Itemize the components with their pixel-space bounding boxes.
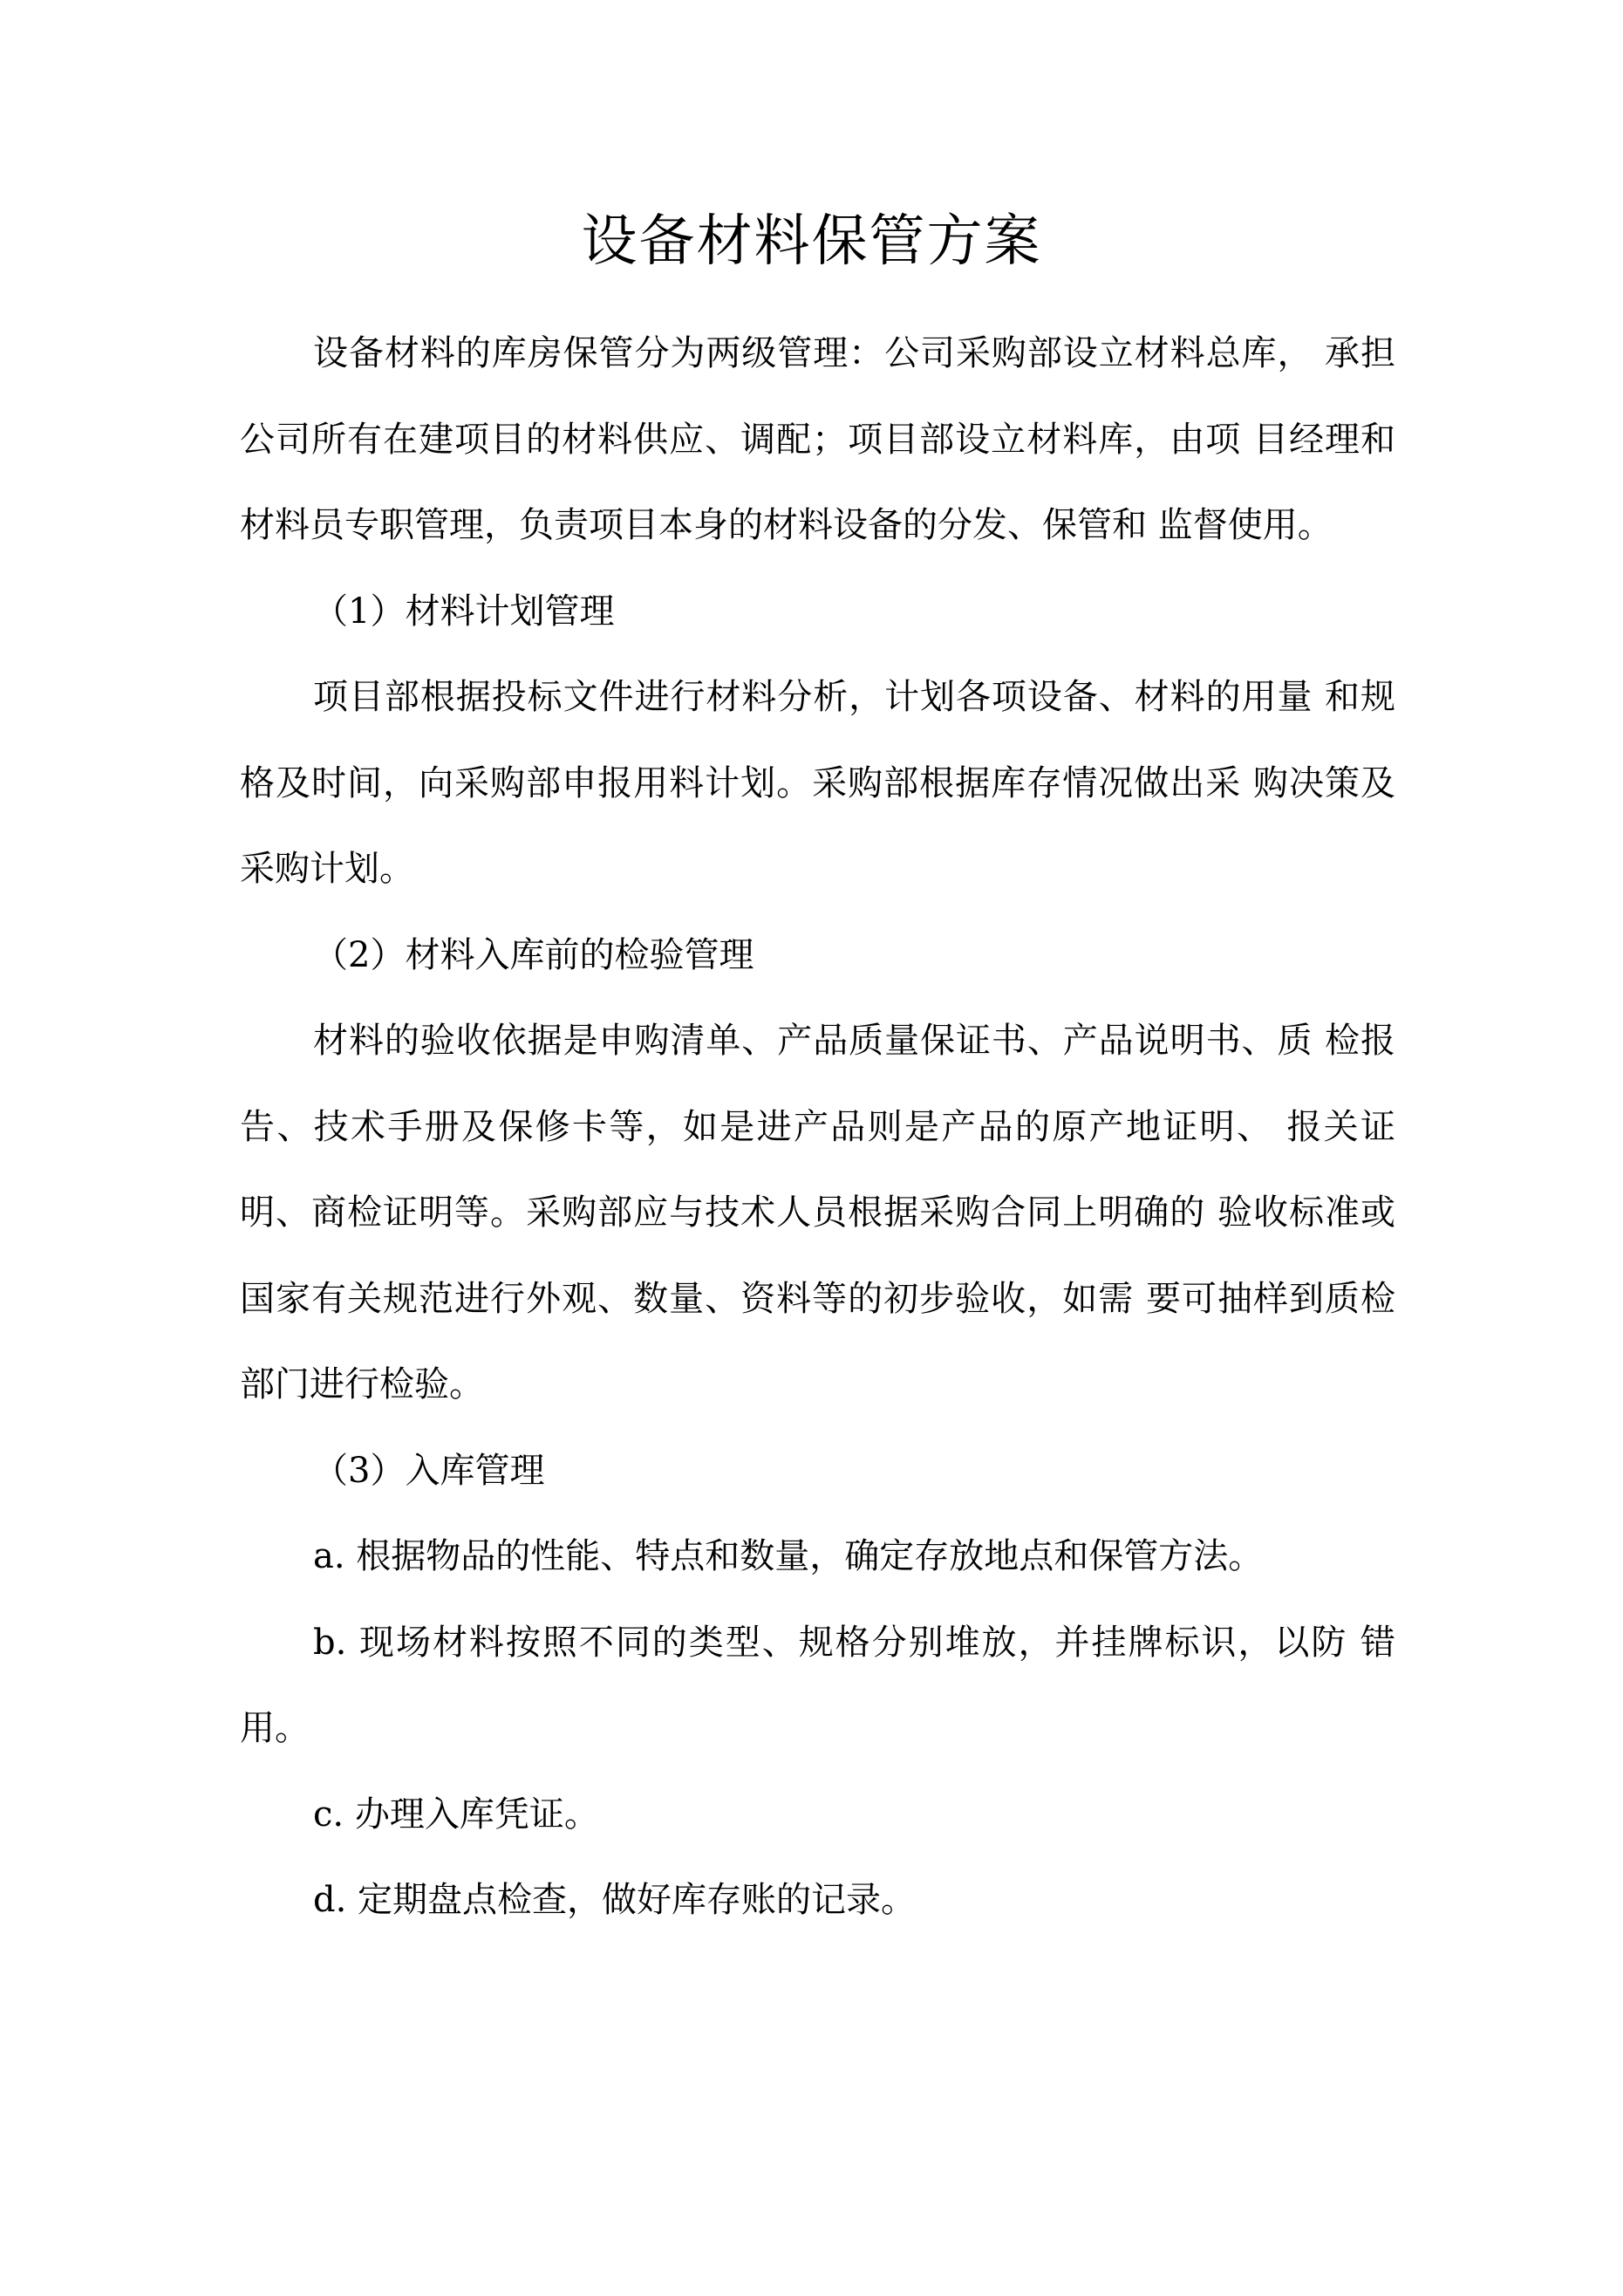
paragraph-inspection: 材料的验收依据是申购清单、产品质量保证书、产品说明书、质 检报告、技术手册及保修卡等，如是进产品则是产品的原产地证明、 报关证明、商检证明等。采购部应与技术人员根据采购合同上明确的 验收标准或国家有关规范进行外观、数量、资料等的初步验收，如需 要可抽样到质检部门进行检验。 xyxy=(240,1021,1395,1404)
heading-warehousing: （3）入库管理 xyxy=(313,1450,545,1491)
paragraph-material-plan: 项目部根据投标文件进行材料分析，计划各项设备、材料的用量 和规格及时间，向采购部申报用料计划。采购部根据库存情况做出采 购决策及采购计划。 xyxy=(240,677,1395,889)
paragraph-warehouse-management: 设备材料的库房保管分为两级管理：公司采购部设立材料总库， 承担公司所有在建项目的材料供应、调配；项目部设立材料库，由项 目经理和材料员专职管理，负责项目本身的材料设备的分发、保管和 监督使用。 xyxy=(240,333,1395,545)
heading-material-plan: （1）材料计划管理 xyxy=(313,591,615,632)
heading-inspection: （2）材料入库前的检验管理 xyxy=(313,934,754,975)
document-title: 设备材料保管方案 xyxy=(581,209,1042,274)
list-item-b: b. 现场材料按照不同的类型、规格分别堆放，并挂牌标识，以防 错用。 xyxy=(240,1622,1395,1748)
document-body xyxy=(240,311,1395,1944)
list-item-a: a. 根据物品的性能、特点和数量，确定存放地点和保管方法。 xyxy=(313,1536,1264,1576)
list-item-d: d. 定期盘点检查，做好库存账的记录。 xyxy=(313,1880,917,1920)
list-item-c: c. 办理入库凭证。 xyxy=(313,1794,599,1835)
